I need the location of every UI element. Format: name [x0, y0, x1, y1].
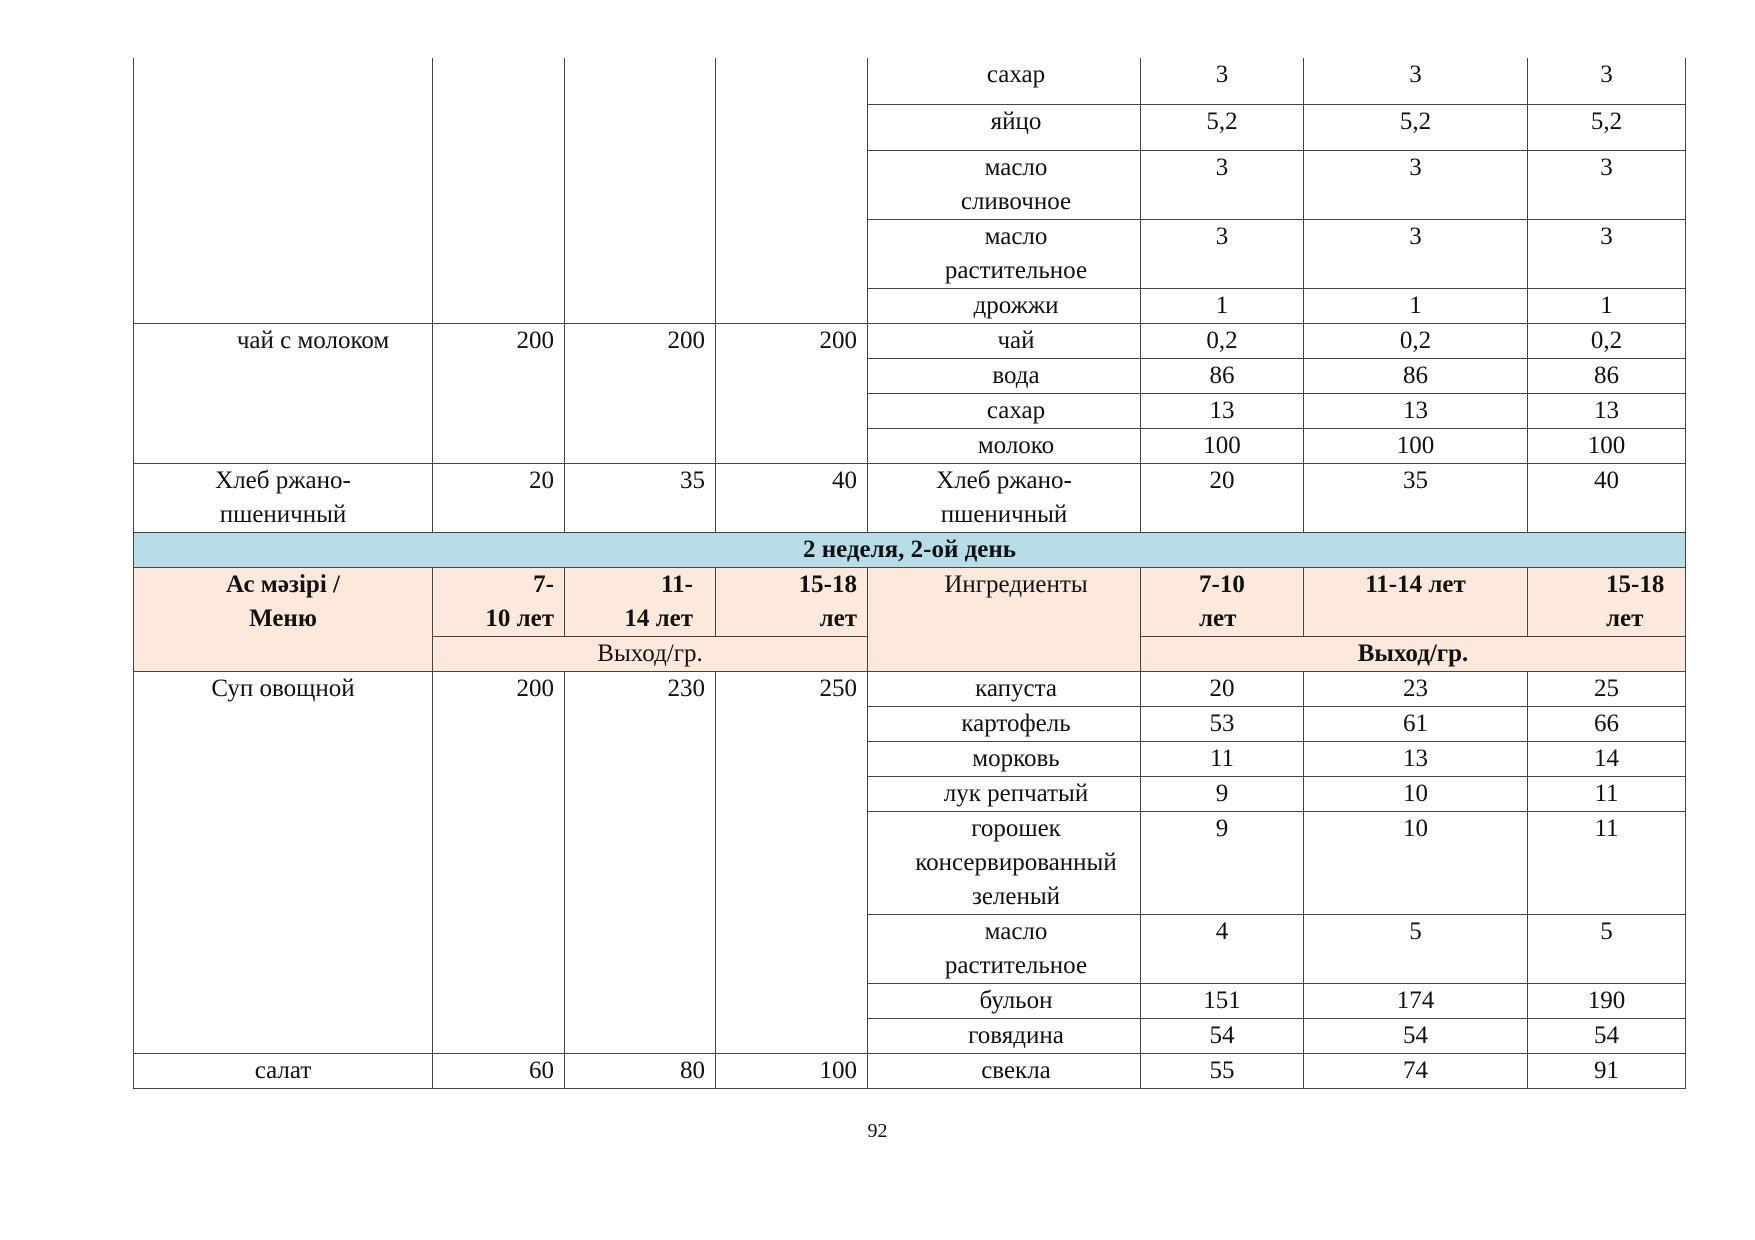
header-age-7-10-right: 7-10 лет [1141, 567, 1304, 636]
ingredient-name: масло растительное [868, 914, 1141, 983]
dish-output: 35 [565, 463, 716, 532]
ingredient-value: 190 [1528, 983, 1686, 1018]
ingredient-value: 5,2 [1141, 104, 1304, 150]
dish-output: 200 [565, 323, 716, 463]
header-age-15-18-right: 15-18 лет [1528, 567, 1686, 636]
ingredient-value: 100 [1141, 428, 1304, 463]
ingredient-value: 1 [1141, 288, 1304, 323]
ingredient-value: 3 [1304, 219, 1528, 288]
ingredient-value: 0,2 [1304, 323, 1528, 358]
ingredient-value: 3 [1528, 58, 1686, 104]
ingredient-value: 54 [1528, 1018, 1686, 1053]
header-yield-right: Выход/гр. [1141, 636, 1686, 671]
ingredient-value: 100 [1304, 428, 1528, 463]
ingredient-value: 11 [1528, 811, 1686, 914]
output-cell-empty [433, 58, 565, 323]
ingredient-value: 25 [1528, 671, 1686, 706]
ingredient-value: 20 [1141, 463, 1304, 532]
ingredient-value: 3 [1528, 150, 1686, 219]
dish-name: Суп овощной [134, 671, 433, 1053]
ingredient-name: вода [868, 358, 1141, 393]
ingredient-value: 3 [1141, 150, 1304, 219]
dish-name: чай с молоком [134, 323, 433, 463]
dish-name: салат [134, 1053, 433, 1088]
output-cell-empty [716, 58, 868, 323]
ingredient-value: 10 [1304, 811, 1528, 914]
ingredient-name: сахар [868, 393, 1141, 428]
ingredient-value: 1 [1528, 288, 1686, 323]
dish-name: Хлеб ржано- пшеничный [134, 463, 433, 532]
ingredient-value: 4 [1141, 914, 1304, 983]
ingredient-value: 91 [1528, 1053, 1686, 1088]
ingredient-value: 9 [1141, 776, 1304, 811]
page-number: 92 [867, 1120, 888, 1142]
ingredient-value: 53 [1141, 706, 1304, 741]
ingredient-value: 40 [1528, 463, 1686, 532]
ingredient-value: 11 [1528, 776, 1686, 811]
header-age-7-10: 7- 10 лет [433, 567, 565, 636]
ingredient-value: 74 [1304, 1053, 1528, 1088]
ingredient-name: картофель [868, 706, 1141, 741]
ingredient-value: 61 [1304, 706, 1528, 741]
ingredient-value: 3 [1528, 219, 1686, 288]
dish-output: 20 [433, 463, 565, 532]
ingredient-value: 54 [1304, 1018, 1528, 1053]
dish-output: 200 [716, 323, 868, 463]
ingredient-value: 3 [1141, 219, 1304, 288]
ingredient-name: Хлеб ржано- пшеничный [868, 463, 1141, 532]
ingredient-name: говядина [868, 1018, 1141, 1053]
ingredient-name: лук репчатый [868, 776, 1141, 811]
section-title: 2 неделя, 2-ой день [134, 532, 1686, 567]
ingredient-value: 5 [1528, 914, 1686, 983]
ingredient-name: свекла [868, 1053, 1141, 1088]
ingredient-value: 10 [1304, 776, 1528, 811]
ingredient-value: 1 [1304, 288, 1528, 323]
ingredient-name: морковь [868, 741, 1141, 776]
ingredient-value: 13 [1528, 393, 1686, 428]
ingredient-name: горошек консервированный зеленый [868, 811, 1141, 914]
ingredient-value: 54 [1141, 1018, 1304, 1053]
ingredient-name: чай [868, 323, 1141, 358]
ingredient-name: дрожжи [868, 288, 1141, 323]
ingredient-value: 23 [1304, 671, 1528, 706]
ingredient-name: яйцо [868, 104, 1141, 150]
ingredient-value: 151 [1141, 983, 1304, 1018]
ingredient-value: 3 [1141, 58, 1304, 104]
dish-output: 100 [716, 1053, 868, 1088]
ingredient-value: 13 [1304, 393, 1528, 428]
ingredient-value: 5,2 [1528, 104, 1686, 150]
ingredient-value: 66 [1528, 706, 1686, 741]
dish-output: 60 [433, 1053, 565, 1088]
ingredient-value: 13 [1304, 741, 1528, 776]
dish-output: 200 [433, 323, 565, 463]
dish-output: 80 [565, 1053, 716, 1088]
ingredient-value: 100 [1528, 428, 1686, 463]
ingredient-value: 174 [1304, 983, 1528, 1018]
ingredient-name: капуста [868, 671, 1141, 706]
ingredient-value: 0,2 [1141, 323, 1304, 358]
ingredient-value: 86 [1141, 358, 1304, 393]
ingredient-value: 5,2 [1304, 104, 1528, 150]
header-age-11-14-right: 11-14 лет [1304, 567, 1528, 636]
ingredient-value: 3 [1304, 58, 1528, 104]
menu-table [133, 58, 1686, 1089]
ingredient-name: сахар [868, 58, 1141, 104]
ingredient-value: 9 [1141, 811, 1304, 914]
ingredient-name: масло сливочное [868, 150, 1141, 219]
output-cell-empty [565, 58, 716, 323]
ingredient-value: 20 [1141, 671, 1304, 706]
dish-output: 200 [433, 671, 565, 1053]
ingredient-value: 0,2 [1528, 323, 1686, 358]
ingredient-name: молоко [868, 428, 1141, 463]
ingredient-value: 14 [1528, 741, 1686, 776]
dish-output: 230 [565, 671, 716, 1053]
ingredient-value: 13 [1141, 393, 1304, 428]
dish-output: 250 [716, 671, 868, 1053]
ingredient-value: 3 [1304, 150, 1528, 219]
header-age-11-14: 11- 14 лет [565, 567, 716, 636]
dish-output: 40 [716, 463, 868, 532]
header-age-15-18: 15-18 лет [716, 567, 868, 636]
ingredient-value: 5 [1304, 914, 1528, 983]
ingredient-name: масло растительное [868, 219, 1141, 288]
header-menu: Ас мәзірі / Меню [134, 567, 433, 671]
ingredient-name: бульон [868, 983, 1141, 1018]
ingredient-value: 86 [1528, 358, 1686, 393]
header-yield-left: Выход/гр. [433, 636, 868, 671]
ingredient-value: 11 [1141, 741, 1304, 776]
ingredient-value: 35 [1304, 463, 1528, 532]
header-ingredients: Ингредиенты [868, 567, 1141, 671]
ingredient-value: 55 [1141, 1053, 1304, 1088]
dish-cell-empty [134, 58, 433, 323]
ingredient-value: 86 [1304, 358, 1528, 393]
